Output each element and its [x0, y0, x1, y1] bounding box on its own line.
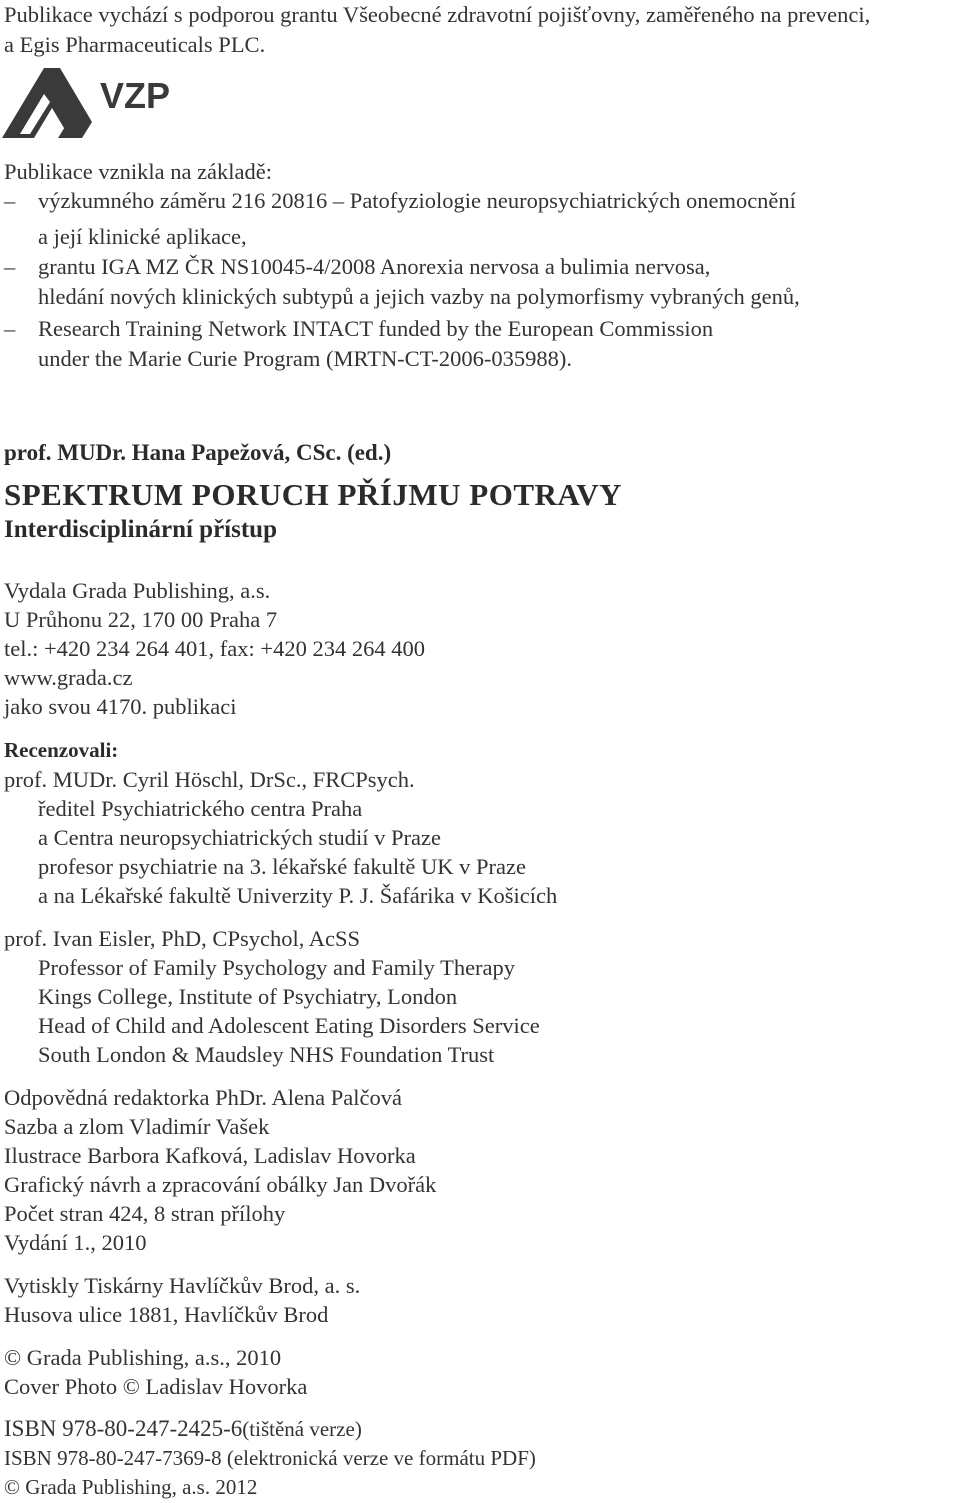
- publisher-line: tel.: +420 234 264 401, fax: +420 234 264 400: [4, 636, 425, 661]
- reviewer-affiliation: Professor of Family Psychology and Family Therapy: [38, 955, 516, 980]
- vzp-logo-text: VZP: [100, 75, 171, 116]
- origin-item-3-line-1: Research Training Network INTACT funded by the European Commission: [38, 316, 714, 341]
- credit-line: Grafický návrh a zpracování obálky Jan Dvořák: [4, 1172, 437, 1197]
- publisher-line: U Průhonu 22, 170 00 Praha 7: [4, 607, 278, 632]
- isbn-ebook-copyright: © Grada Publishing, a.s. 2012: [4, 1475, 258, 1499]
- reviewer-affiliation: South London & Maudsley NHS Foundation Trust: [38, 1042, 495, 1067]
- reviewer-affiliation: Kings College, Institute of Psychiatry, London: [38, 984, 458, 1009]
- vzp-logo-mark: [2, 68, 92, 138]
- book-subtitle: Interdisciplinární přístup: [4, 516, 277, 543]
- isbn-ebook-line: ISBN 978-80-247-7369-8 (elektronická verze ve formátu PDF): [4, 1446, 536, 1470]
- publisher-line: jako svou 4170. publikaci: [4, 694, 237, 719]
- list-bullet-dash: –: [4, 188, 16, 213]
- reviewer-affiliation: a Centra neuropsychiatrických studií v Praze: [38, 825, 441, 850]
- reviewer-name: prof. Ivan Eisler, PhD, CPsychol, AcSS: [4, 926, 360, 951]
- origin-item-3-line-2: under the Marie Curie Program (MRTN-CT-2006-035988).: [38, 346, 572, 371]
- credit-line: Odpovědná redaktorka PhDr. Alena Palčová: [4, 1085, 403, 1110]
- vzp-logo: [0, 66, 180, 142]
- origin-item-2-line-1: grantu IGA MZ ČR NS10045-4/2008 Anorexia nervosa a bulimia nervosa,: [38, 254, 711, 279]
- origin-item-1-line-1: výzkumného záměru 216 20816 – Patofyziologie neuropsychiatrických onemocnění: [38, 188, 796, 213]
- origin-item-2-line-2: hledání nových klinických subtypů a jejich vazby na polymorfismy vybraných genů,: [38, 284, 800, 309]
- reviewer-affiliation: Head of Child and Adolescent Eating Disorders Service: [38, 1013, 540, 1038]
- book-title: SPEKTRUM PORUCH PŘÍJMU POTRAVY: [4, 477, 623, 512]
- list-bullet-dash: –: [4, 316, 16, 341]
- reviewer-affiliation: ředitel Psychiatrického centra Praha: [38, 796, 363, 821]
- origin-item-1-line-2: a její klinické aplikace,: [38, 224, 247, 249]
- reviewer-affiliation: a na Lékařské fakultě Univerzity P. J. Šafárika v Košicích: [38, 883, 558, 908]
- printer-line: Husova ulice 1881, Havlíčkův Brod: [4, 1302, 329, 1327]
- origin-heading: Publikace vznikla na základě:: [4, 159, 273, 184]
- support-line-1: Publikace vychází s podporou grantu Všeobecné zdravotní pojišťovny, zaměřeného na prevenci,: [4, 2, 871, 27]
- credit-line: Sazba a zlom Vladimír Vašek: [4, 1114, 270, 1139]
- reviewers-heading: Recenzovali:: [4, 738, 119, 762]
- list-bullet-dash: –: [4, 254, 16, 279]
- reviewer-name: prof. MUDr. Cyril Höschl, DrSc., FRCPsych.: [4, 767, 415, 792]
- isbn-print-number: ISBN 978-80-247-2425-6: [4, 1416, 243, 1441]
- reviewer-affiliation: profesor psychiatrie na 3. lékařské fakultě UK v Praze: [38, 854, 526, 879]
- credit-line: Vydání 1., 2010: [4, 1230, 147, 1255]
- isbn-print-line: [4, 1414, 362, 1444]
- support-line-2: a Egis Pharmaceuticals PLC.: [4, 32, 266, 57]
- publisher-line: Vydala Grada Publishing, a.s.: [4, 578, 271, 603]
- copyright-line: Cover Photo © Ladislav Hovorka: [4, 1374, 308, 1399]
- copyright-line: © Grada Publishing, a.s., 2010: [4, 1345, 282, 1370]
- printer-line: Vytiskly Tiskárny Havlíčkův Brod, a. s.: [4, 1273, 361, 1298]
- publisher-line: www.grada.cz: [4, 665, 133, 690]
- credit-line: Počet stran 424, 8 stran přílohy: [4, 1201, 286, 1226]
- credit-line: Ilustrace Barbora Kafková, Ladislav Hovorka: [4, 1143, 416, 1168]
- book-editor: prof. MUDr. Hana Papežová, CSc. (ed.): [4, 440, 392, 465]
- isbn-print-note: (tištěná verze): [242, 1417, 362, 1441]
